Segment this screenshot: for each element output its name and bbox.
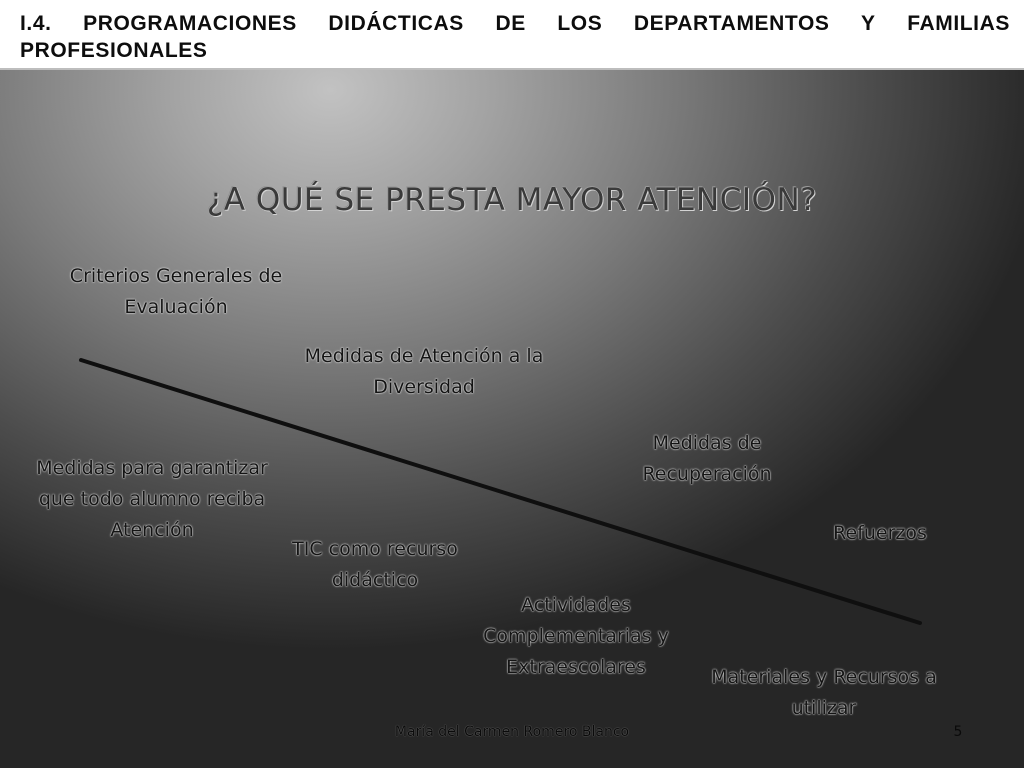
item-line: Recuperación bbox=[642, 463, 772, 485]
item-line: didáctico bbox=[331, 569, 419, 591]
footer-page-number: 5 bbox=[953, 724, 963, 740]
header-word: PROGRAMACIONES bbox=[83, 12, 297, 35]
header-title-line2: PROFESIONALES bbox=[20, 39, 208, 62]
item-line: que todo alumno reciba bbox=[38, 488, 266, 510]
item-medidas-recuperacion bbox=[607, 428, 807, 490]
slide-content bbox=[0, 70, 1024, 768]
item-criterios-generales bbox=[46, 261, 306, 323]
item-materiales-recursos bbox=[684, 662, 964, 724]
header-word: DIDÁCTICAS bbox=[328, 12, 464, 35]
item-medidas-garantizar bbox=[14, 453, 290, 546]
item-line: Evaluación bbox=[124, 296, 228, 318]
item-line: Extraescolares bbox=[506, 656, 646, 678]
item-atencion-diversidad bbox=[284, 341, 564, 403]
item-line: Actividades bbox=[521, 594, 631, 616]
header-word: FAMILIAS bbox=[907, 12, 1010, 35]
item-line: Criterios Generales de bbox=[69, 265, 283, 287]
item-line: Atención bbox=[110, 519, 194, 541]
item-line: Complementarias y bbox=[483, 625, 669, 647]
item-line: Medidas de bbox=[652, 432, 762, 454]
item-line: Materiales y Recursos a bbox=[711, 666, 937, 688]
item-line: Medidas para garantizar bbox=[36, 457, 268, 479]
header-word: DE bbox=[495, 12, 526, 35]
item-refuerzos bbox=[810, 518, 950, 549]
header-word: DEPARTAMENTOS bbox=[633, 12, 830, 35]
item-line: utilizar bbox=[791, 697, 857, 719]
item-line: Medidas de Atención a la bbox=[304, 345, 544, 367]
item-line: Diversidad bbox=[373, 376, 475, 398]
item-line: Refuerzos bbox=[833, 522, 927, 544]
header-word: I.4. bbox=[20, 12, 52, 35]
footer-author: María del Carmen Romero Blanco bbox=[394, 724, 630, 740]
item-actividades bbox=[461, 590, 691, 683]
header-bar bbox=[0, 0, 1024, 70]
header-word: Y bbox=[861, 12, 876, 35]
header-title-line1 bbox=[20, 12, 1010, 36]
item-tic-recurso bbox=[270, 534, 480, 596]
slide-title: ¿A QUÉ SE PRESTA MAYOR ATENCIÓN? bbox=[206, 182, 818, 218]
header-word: LOS bbox=[557, 12, 603, 35]
item-line: TIC como recurso bbox=[292, 538, 458, 560]
